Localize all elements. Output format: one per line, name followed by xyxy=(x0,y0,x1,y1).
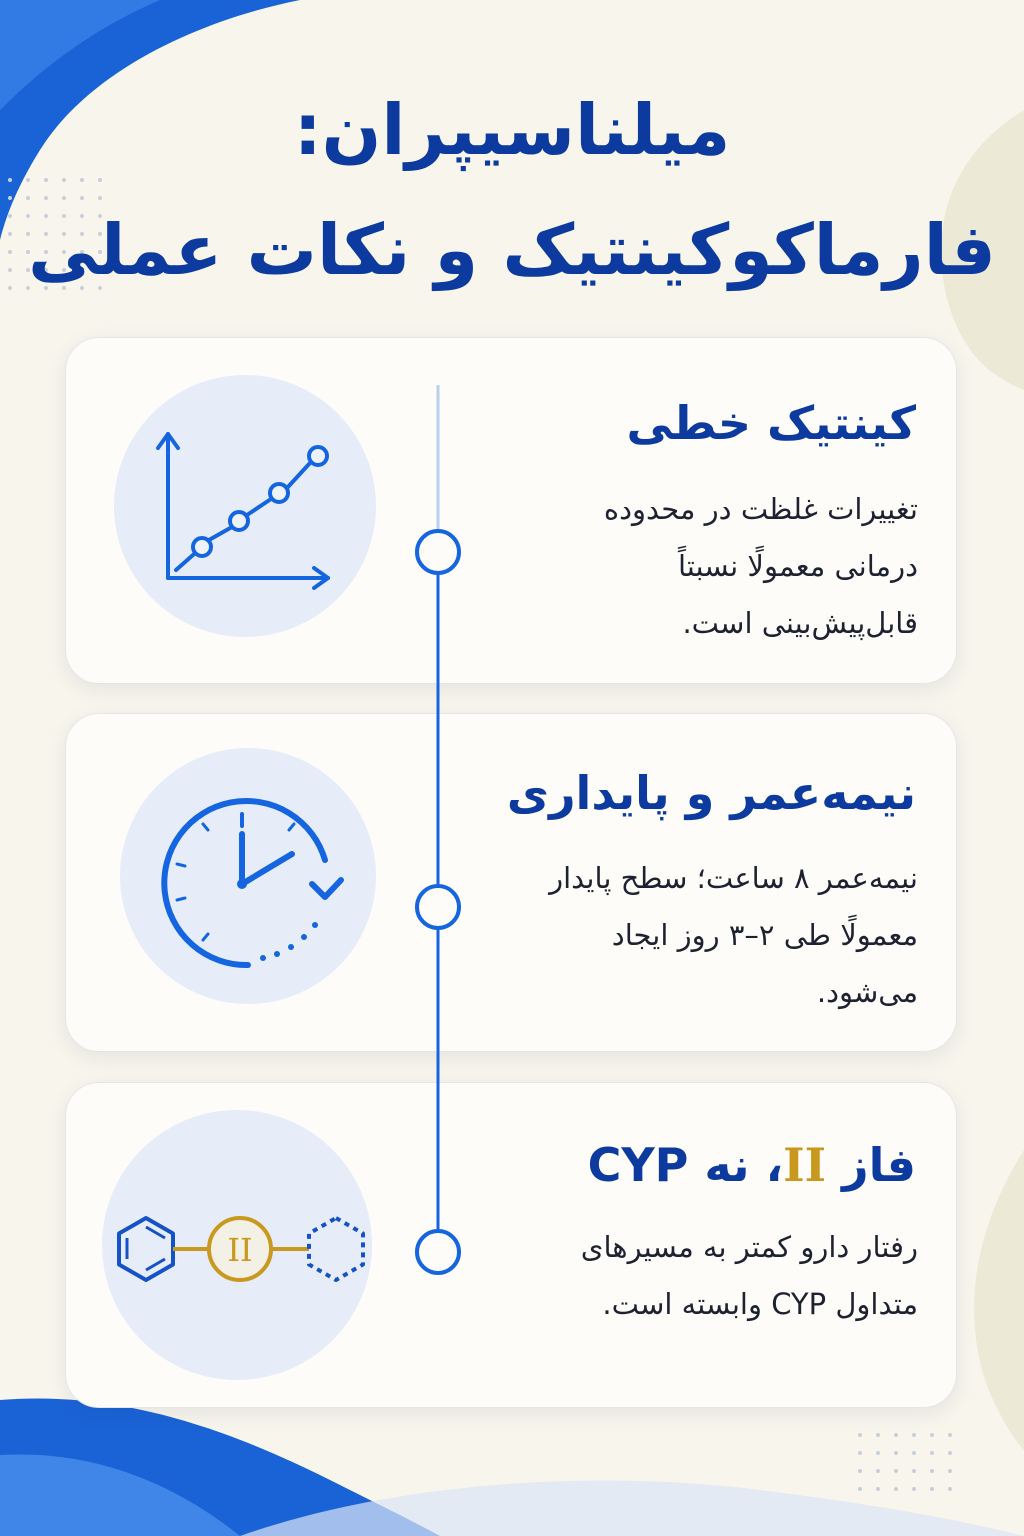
card-title-prefix: فاز xyxy=(842,1138,916,1192)
card-description: تغییرات غلظت در محدوده درمانی معمولًا نسبتاً قابل‌پیش‌بینی است. xyxy=(603,492,918,640)
card-description: نیمه‌عمر ۸ ساعت؛ سطح پایدار معمولًا طی ۲–۳ روز ایجاد می‌شود. xyxy=(549,861,918,1009)
phase-label: II xyxy=(227,1231,253,1269)
card-title: کینتیک خطی xyxy=(626,396,916,450)
card-linear-kinetics xyxy=(65,337,957,684)
card-title xyxy=(588,1138,916,1192)
card-description: رفتار دارو کمتر به مسیرهای متداول CYP وابسته است. xyxy=(580,1230,918,1321)
title-line-2: فارماکوکینتیک و نکات عملی xyxy=(28,209,996,291)
title-line-1: میلناسیپران: xyxy=(293,89,731,171)
card-half-life xyxy=(65,713,957,1052)
card-title-phase: II xyxy=(783,1138,827,1192)
card-phase-two xyxy=(65,1082,957,1408)
card-title: نیمه‌عمر و پایداری xyxy=(506,766,916,820)
card-title-suffix: ، نه CYP xyxy=(587,1138,784,1192)
page-title xyxy=(0,70,1024,310)
